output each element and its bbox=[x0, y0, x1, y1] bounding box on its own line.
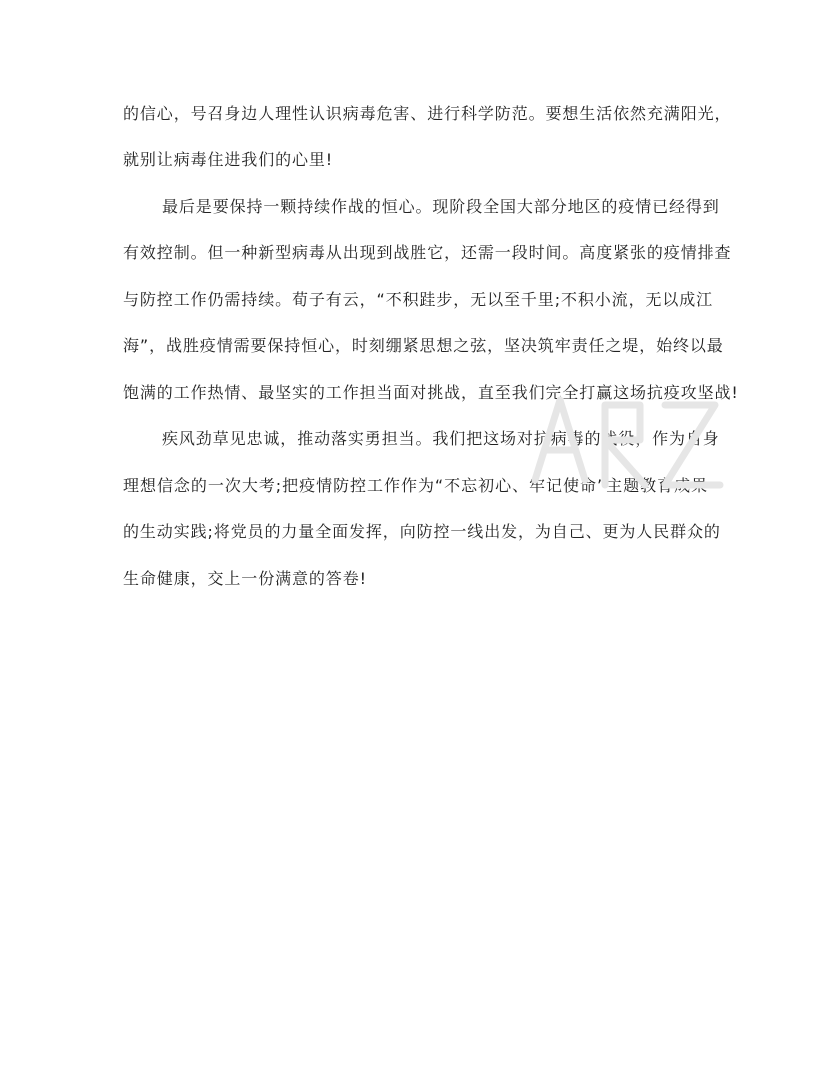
paragraph-1-line-2: 就别让病毒住进我们的心里! bbox=[123, 150, 334, 169]
paragraph-2-line-2: 有效控制。但一种新型病毒从出现到战胜它，还需一段时间。高度紧张的疫情排查 bbox=[123, 243, 732, 262]
paragraph-3-line-3: 的生动实践;将党员的力量全面发挥，向防控一线出发，为自己、更为人民群众的 bbox=[123, 522, 721, 541]
paragraph-1-line-1: 的信心，号召身边人理性认识病毒危害、进行科学防范。要想生活依然充满阳光， bbox=[123, 104, 732, 123]
paragraph-2-line-5: 饱满的工作热情、最坚实的工作担当面对挑战，直至我们完全打赢这场抗疫攻坚战! bbox=[123, 383, 739, 402]
paragraph-3-line-2: 理想信念的一次大考;把疫情防控工作作为“不忘初心、牢记使命”主题教育成果 bbox=[123, 476, 708, 495]
paragraph-2-line-4: 海”，战胜疫情需要保持恒心，时刻绷紧思想之弦，坚决筑牢责任之堤，始终以最 bbox=[123, 336, 724, 355]
paragraph-3-line-1: 疾风劲草见忠诚，推动落实勇担当。我们把这场对抗病毒的战役，作为自身 bbox=[162, 429, 720, 448]
paragraph-2-line-1: 最后是要保持一颗持续作战的恒心。现阶段全国大部分地区的疫情已经得到 bbox=[162, 197, 720, 216]
paragraph-2-line-3: 与防控工作仍需持续。荀子有云，“不积跬步，无以至千里;不积小流，无以成江 bbox=[123, 290, 714, 309]
paragraph-3-line-4: 生命健康，交上一份满意的答卷! bbox=[123, 569, 367, 588]
